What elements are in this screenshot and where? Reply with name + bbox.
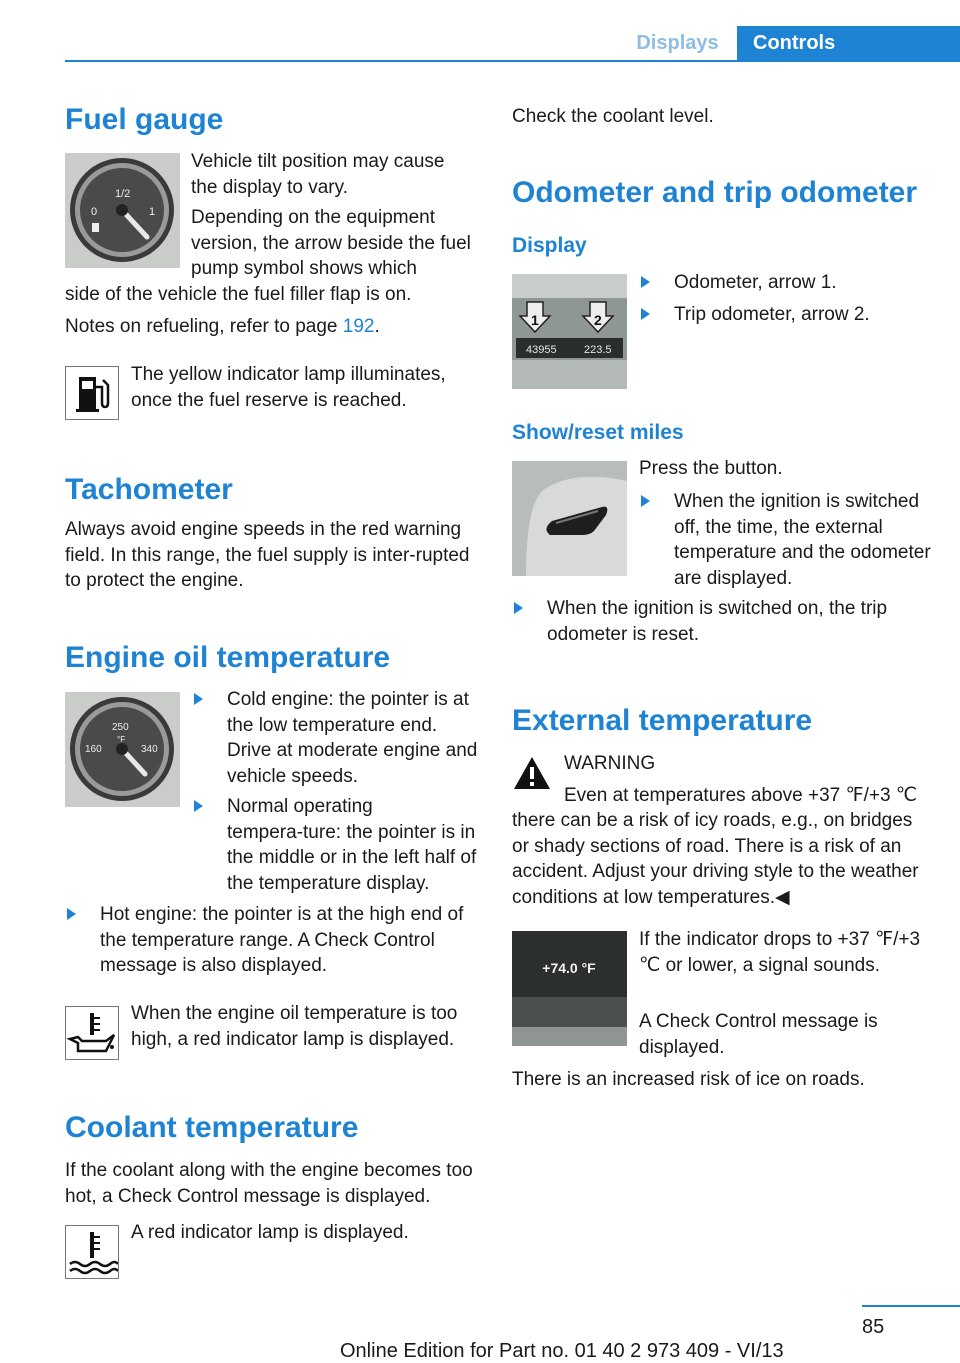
refuel-notes-suffix: . (374, 316, 380, 337)
bullet-arrow-icon (641, 495, 650, 507)
oil-gauge-mid-label: 250 (112, 722, 129, 733)
reset-bullet-ignition-off: When the ignition is switched off, the time, the external temperature and the odometer are displayed. (641, 489, 931, 591)
coolant-check-text: Check the coolant level. (512, 106, 714, 127)
fuel-tilt-text: Vehicle tilt position may cause the display to vary. (191, 151, 445, 198)
engine-oil-heading: Engine oil temperature (65, 641, 391, 674)
fuel-gauge-image (65, 153, 180, 268)
external-temp-heading: External temperature (512, 704, 813, 737)
refuel-page-link[interactable]: 192 (342, 316, 375, 337)
footer-rule (862, 1305, 960, 1307)
tachometer-heading: Tachometer (65, 473, 233, 506)
coolant-heading: Coolant temperature (65, 1111, 359, 1144)
oil-lamp-text: When the engine oil temperature is too high, a red indicator lamp is displayed. (131, 1003, 458, 1050)
tab-displays[interactable]: Displays (636, 32, 719, 54)
fuel-gauge-empty-label: 0 (91, 206, 98, 218)
odo-bullet-trip: Trip odometer, arrow 2. (641, 302, 941, 328)
fuel-flap-text-cont: side of the vehicle the fuel filler flap is on. (65, 284, 412, 305)
check-control-text: A Check Control message is displayed. (639, 1011, 878, 1058)
oil-gauge-unit-label: °F (117, 735, 126, 744)
warning-triangle-icon (512, 755, 552, 791)
bullet-arrow-icon (194, 693, 203, 705)
header-rule (65, 60, 960, 62)
bullet-arrow-icon (67, 908, 76, 920)
oil-gauge-low-label: 160 (85, 744, 102, 755)
reset-press-text: Press the button. (639, 458, 783, 479)
odo-arrow2-label: 2 (594, 312, 602, 328)
fuel-gauge-half-label: 1/2 (115, 188, 131, 200)
oil-bullet-cold: Cold engine: the pointer is at the low temperature end. Drive at moderate engine and vehicle speeds. (194, 687, 484, 789)
oil-temp-warning-icon (65, 1006, 119, 1060)
refuel-notes (65, 314, 380, 340)
tachometer-text: Always avoid engine speeds in the red warning field. In this range, the fuel supply is inter‑rupted to protect the engine. (65, 519, 470, 591)
warning-text: Even at temperatures above +37 ℉/+3 ℃ (564, 785, 918, 806)
trip-value: 223.5 (584, 344, 612, 356)
oil-temp-gauge-image (65, 692, 180, 807)
fuel-gauge-heading: Fuel gauge (65, 103, 224, 136)
warning-text-cont: there can be a risk of icy roads, e.g., on bridges or shady sections of road. There is a risk of an accident. Adjust your driving style to the weather conditions at low temperatures.◀ (512, 810, 919, 908)
oil-gauge-high-label: 340 (141, 744, 158, 755)
bullet-arrow-icon (641, 308, 650, 320)
coolant-text: If the coolant along with the engine becomes too hot, a Check Control message is displayed. (65, 1160, 473, 1207)
warning-label: WARNING (564, 753, 656, 774)
bullet-arrow-icon (514, 602, 523, 614)
fuel-pump-icon (65, 366, 119, 420)
odometer-image (512, 274, 627, 389)
odo-arrow1-label: 1 (531, 312, 539, 328)
odo-bullet-odometer: Odometer, arrow 1. (641, 270, 941, 296)
refuel-notes-prefix: Notes on refueling, refer to page (65, 316, 338, 337)
bullet-arrow-icon (194, 800, 203, 812)
show-reset-subheading: Show/reset miles (512, 421, 684, 444)
coolant-temp-icon (65, 1225, 119, 1279)
bullet-arrow-icon (641, 276, 650, 288)
temp-display-image (512, 931, 627, 1046)
reset-button-image (512, 461, 627, 576)
odometer-heading: Odometer and trip odometer (512, 176, 918, 209)
temp-display-value: +74.0 °F (542, 960, 596, 976)
oil-bullet-hot: Hot engine: the pointer is at the high end of the temperature range. A Check Control message is also displayed. (67, 902, 485, 979)
page-number: 85 (862, 1316, 885, 1338)
fuel-gauge-full-label: 1 (149, 206, 156, 218)
odo-value: 43955 (526, 344, 557, 356)
coolant-lamp-text: A red indicator lamp is displayed. (131, 1222, 409, 1243)
fuel-lamp-text: The yellow indicator lamp illuminates, once the fuel reserve is reached. (131, 364, 446, 411)
edition-footer: Online Edition for Part no. 01 40 2 973 409 - VI/13 (340, 1340, 784, 1362)
reset-bullet-ignition-on: When the ignition is switched on, the trip odometer is reset. (514, 596, 934, 647)
oil-bullet-normal: Normal operating tempera‑ture: the pointer is in the middle or in the left half of the temperature display. (194, 794, 484, 896)
temp-drop-text: If the indicator drops to +37 ℉/+3 ℃ or lower, a signal sounds. (639, 929, 921, 976)
tab-controls[interactable]: Controls (737, 26, 960, 62)
ice-risk-text: There is an increased risk of ice on roads. (512, 1069, 865, 1090)
fuel-flap-text: Depending on the equipment version, the arrow beside the fuel pump symbol shows which (191, 207, 471, 279)
display-subheading: Display (512, 234, 587, 257)
